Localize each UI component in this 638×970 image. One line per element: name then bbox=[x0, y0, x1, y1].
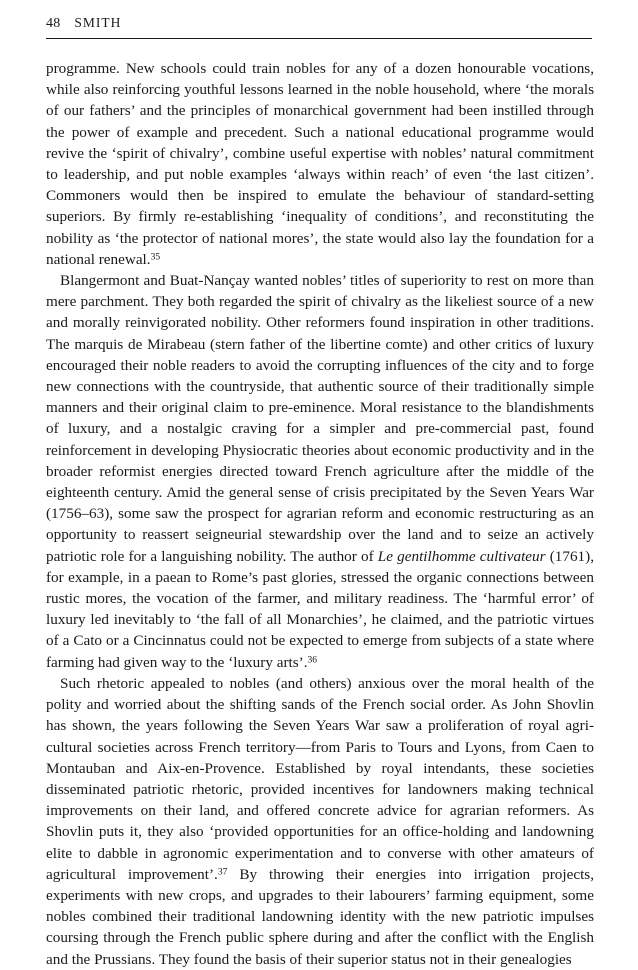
paragraph bbox=[46, 270, 594, 673]
running-head bbox=[46, 14, 592, 33]
header-rule bbox=[46, 38, 592, 39]
footnote-ref: 37 bbox=[217, 867, 228, 878]
paragraph-text: Blangermont and Buat-Nançay wanted nobles’ titles of superiority to rest on more than mere parchment. They both regarded the spirit of chivalry as the likeliest source of a new and morally reinvigorated nobility. Other reformers found inspiration in other traditions. The marquis de Mirabeau (stern father of the libertine comte) and other critics of luxury encouraged their noble readers to avoid the corrupting influences of the city and to forge new connections with the countryside, that authentic source of their traditionally simple manners and their original claim to pre-eminence. Moral resistance to the blandishments of luxury, and a nostalgic craving for a simpler and pre-commercial past, found reinforcement in developing Physiocratic theories about economic productivity and in the broader reformist energies directed toward French agriculture after the middle of the eighteenth century. Amid the general sense of crisis precipitated by the Seven Years War (1756–63), some saw the prospect for agrarian reform and economic restructuring as an opportunity to reassert seigneurial stewardship over the land and to seize an actively patriotic role for a languishing nobility. The author of bbox=[46, 272, 594, 565]
italic-title: Le gentilhomme cultivateur bbox=[377, 547, 546, 565]
footnote-ref: 36 bbox=[307, 655, 317, 666]
paragraph bbox=[46, 673, 594, 970]
paragraph-text: Such rhetoric appealed to nobles (and others) anxious over the moral health of the polity and worried about the shifting sands of the French social order. As John Shovlin has shown, the years following the Seven Years War saw a proliferation of royal agricultural societies across French territory—from Paris to Tours and Lyons, from Caen to Montauban and Aix-en-Provence. Established by royal intendants, these societies disseminated patriotic rhetoric, provided incentives for landowners making technical improvements on their land, and offered concrete advice for agrarian reformers. As Shovlin puts it, they also ‘provided opportunities for an office-holding and landowning elite to dabble in agronomic experimentation and to converse with other amateurs of agricultural improvement’. bbox=[46, 674, 594, 883]
paragraph-text: (1761), for example, in a paean to Rome’s past glories, stressed the organic connections between rustic mores, the vocation of the farmer, and military readiness. The ‘harmful error’ of luxury led inevitably to ‘the fall of all Monarchies’, he claimed, and the patriotic virtues of a Cato or a Cincinnatus could not be expected to emerge from subjects of a state where farming had given way to the ‘luxury arts’. bbox=[46, 547, 594, 671]
page-number: 48 bbox=[46, 16, 61, 31]
paragraph bbox=[46, 58, 594, 270]
body-text bbox=[46, 58, 594, 970]
paragraph-text: By throwing their energies into irrigation projects, experiments with new crops, and upgrades to their labourers’ farming equipment, some nobles combined their traditional landowning identity with the new patriotic impulses coursing through the French public sphere during and after the conflict with the English and the Prussians. They found the basis of their superior status not in their genealogies bbox=[46, 865, 594, 968]
running-head-author: SMITH bbox=[74, 15, 122, 30]
paragraph-text: programme. New schools could train nobles for any of a dozen honourable vocations, while also reinforcing youthful lessons learned in the noble household, where ‘the morals of our fathers’ and the principles of monarchical government had been instilled through the power of example and precedent. Such a national educational programme would revive the ‘spirit of chivalry’, combine useful expertise with nobles’ natural commitment to leadership, and put noble examples ‘always within reach’ of even ‘the last citizen’. Commoners would then be inspired to emulate the behaviour of standard-setting superiors. By firmly re-establishing ‘inequality of conditions’, and reconstituting the nobility as ‘the protector of national mores’, the state would also lay the foundation for a national renewal. bbox=[46, 60, 594, 268]
footnote-ref: 35 bbox=[150, 252, 161, 263]
